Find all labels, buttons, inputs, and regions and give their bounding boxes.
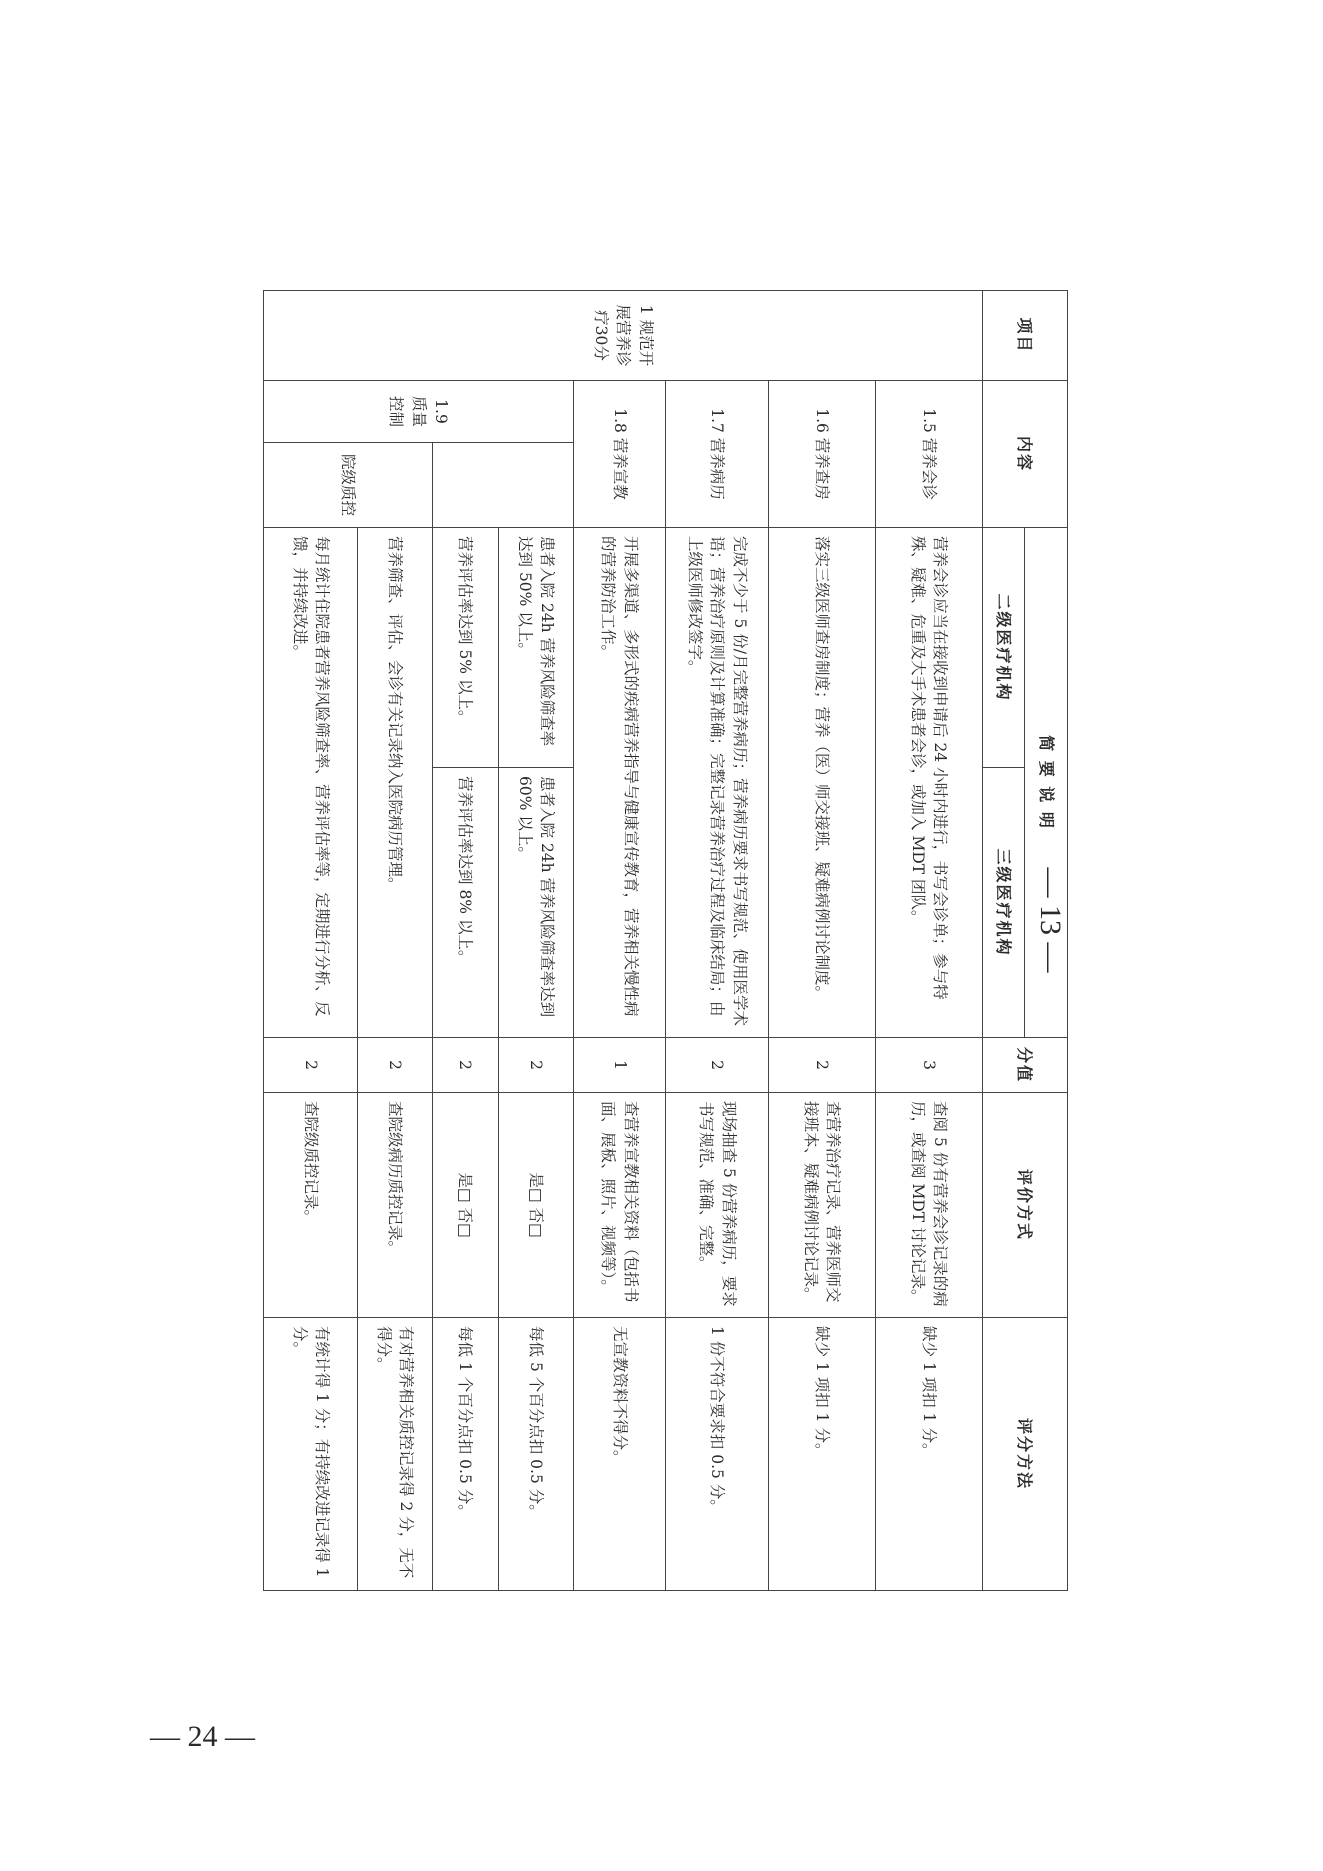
brief-cell: 完成不少于 5 份/月完整营养病历；营养病历要求书写规范、使用医学术语；营养治疗原则及计算准确；完整记录营养治疗过程及临床结局；由上级医师修改签字。 <box>665 528 769 1038</box>
level2-cell: 患者入院 24h 营养风险筛查率达到 50% 以上。 <box>498 528 573 768</box>
brief-cell: 每月统计住院患者营养风险筛查率、营养评估率等，定期进行分析、反馈，并持续改进。 <box>264 528 358 1038</box>
header-brief: 简 要 说 明 <box>1025 528 1068 1038</box>
eval-cell: 是□ 否□ <box>432 1093 498 1318</box>
brief-cell: 开展多渠道、多形式的疾病营养指导与健康宣传教育，营养相关慢性病的营养防治工作。 <box>573 528 665 1038</box>
scoring-cell: 1 份不符合要求扣 0.5 分。 <box>665 1318 769 1591</box>
eval-cell: 是□ 否□ <box>498 1093 573 1318</box>
content-cell: 1.7 营养病历 <box>665 381 769 528</box>
project-cell: 1 规范开展营养诊疗30分 <box>264 291 983 381</box>
score-cell: 2 <box>498 1038 573 1093</box>
scoring-cell: 每低 1 个百分点扣 0.5 分。 <box>432 1318 498 1591</box>
eval-cell: 查营养治疗记录、营养医师交接班本、疑难病例讨论记录。 <box>769 1093 875 1318</box>
level3-cell: 营养评估率达到 8% 以上。 <box>432 768 498 1038</box>
content-cell: 1.8 营养宣教 <box>573 381 665 528</box>
scoring-cell: 有统计得 1 分；有持续改进记录得 1 分。 <box>264 1318 358 1591</box>
eval-cell: 查院级病历质控记录。 <box>358 1093 432 1318</box>
brief-cell: 营养会诊应当在接收到申请后 24 小时内进行，书写会诊单；参与特殊、疑难、危重及大手术患者会诊，或加入 MDT 团队。 <box>875 528 982 1038</box>
header-project: 项目 <box>982 291 1067 381</box>
level2-cell: 营养评估率达到 5% 以上。 <box>432 528 498 768</box>
score-cell: 1 <box>573 1038 665 1093</box>
page-number-bottom: — 24 — <box>150 1720 255 1753</box>
brief-cell: 落实三级医师查房制度；营养（医）师交接班、疑难病例讨论制度。 <box>769 528 875 1038</box>
eval-cell: 查阅 5 份有营养会诊记录的病历，或查阅 MDT 讨论记录。 <box>875 1093 982 1318</box>
score-cell: 2 <box>665 1038 769 1093</box>
eval-cell: 查院级质控记录。 <box>264 1093 358 1318</box>
header-level2: 二级医疗机构 <box>982 528 1025 768</box>
score-cell: 2 <box>432 1038 498 1093</box>
scoring-cell: 缺少 1 项扣 1 分。 <box>875 1318 982 1591</box>
score-cell: 2 <box>769 1038 875 1093</box>
header-eval-method: 评价方式 <box>982 1093 1067 1318</box>
content-cell-quality: 1.9 质量控制 <box>264 381 574 443</box>
quality-sub-empty <box>432 443 573 528</box>
score-cell: 2 <box>358 1038 432 1093</box>
quality-sub-cell: 院级质控 <box>264 443 433 528</box>
scoring-cell: 每低 5 个百分点扣 0.5 分。 <box>498 1318 573 1591</box>
scoring-cell: 有对营养相关质控记录得 2 分，无不得分。 <box>358 1318 432 1591</box>
score-cell: 3 <box>875 1038 982 1093</box>
score-cell: 2 <box>264 1038 358 1093</box>
scoring-cell: 无宣教资料不得分。 <box>573 1318 665 1591</box>
brief-cell: 营养筛查、评估、会诊有关记录纳入医院病历管理。 <box>358 528 432 1038</box>
evaluation-table <box>263 290 1068 1591</box>
header-score: 分值 <box>982 1038 1067 1093</box>
header-level3: 三级医疗机构 <box>982 768 1025 1038</box>
content-cell: 1.6 营养查房 <box>769 381 875 528</box>
page-number-side: — 13 — <box>1034 867 1067 973</box>
header-scoring-method: 评分方法 <box>982 1318 1067 1591</box>
header-content: 内容 <box>982 381 1067 528</box>
content-cell: 1.5 营养会诊 <box>875 381 982 528</box>
level3-cell: 患者入院 24h 营养风险筛查率达到 60% 以上。 <box>498 768 573 1038</box>
evaluation-table-rotated <box>263 290 1068 1590</box>
scoring-cell: 缺少 1 项扣 1 分。 <box>769 1318 875 1591</box>
eval-cell: 查营养宣教相关资料（包括书面、展板、照片、视频等）。 <box>573 1093 665 1318</box>
eval-cell: 现场抽查 5 份营养病历，要求书写规范、准确、完整。 <box>665 1093 769 1318</box>
